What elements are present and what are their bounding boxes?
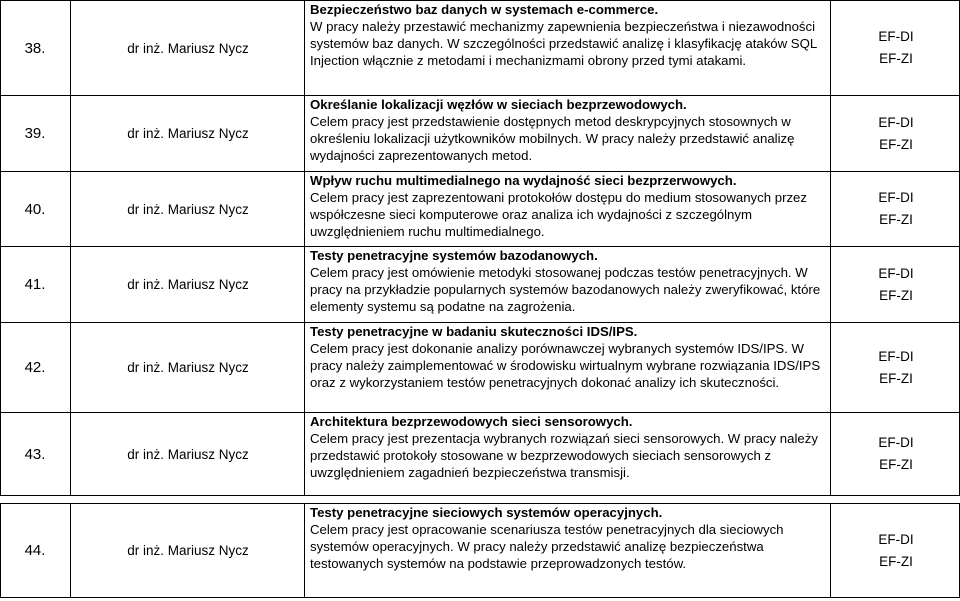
- column-divider: [70, 0, 71, 496]
- program-codes: [836, 172, 956, 246]
- program-code-di: EF-DI: [878, 531, 914, 547]
- program-codes: [836, 323, 956, 412]
- row-divider: [0, 597, 960, 598]
- thesis-body: Celem pracy jest zaprezentowani protokołów dostępu do medium stosowanych przez współczesne sieci komputerowe oraz analiza ich wydajności z szczególnym uwzględnieniem ruchu multimedialnego.: [310, 190, 807, 239]
- thesis-description: [310, 1, 830, 95]
- thesis-description: [310, 413, 830, 495]
- thesis-title: Określanie lokalizacji węzłów w sieciach bezprzewodowych.: [310, 97, 687, 112]
- thesis-description: [310, 96, 830, 171]
- program-code-zi: EF-ZI: [879, 136, 913, 152]
- supervisor-name: dr inż. Mariusz Nycz: [127, 126, 249, 141]
- thesis-body: W pracy należy przestawić mechanizmy zapewnienia bezpieczeństwa i niezawodności systemów baz danych. W szczególności przedstawić analizę i klasyfikację ataków SQL Injection włącznie z metodami i mechanizmami obrony przed tymi atakami.: [310, 19, 817, 68]
- column-divider: [70, 503, 71, 598]
- thesis-description: [310, 172, 830, 246]
- column-divider: [830, 503, 831, 598]
- supervisor-name: dr inż. Mariusz Nycz: [127, 277, 249, 292]
- program-code-di: EF-DI: [878, 348, 914, 364]
- program-codes: [836, 413, 956, 495]
- supervisor-name: dr inż. Mariusz Nycz: [127, 40, 249, 56]
- program-codes: [836, 504, 956, 597]
- thesis-title: Testy penetracyjne systemów bazodanowych.: [310, 248, 598, 263]
- program-code-zi: EF-ZI: [879, 457, 913, 472]
- page-break-line: [0, 495, 960, 496]
- thesis-description: [310, 247, 830, 322]
- thesis-title: Testy penetracyjne sieciowych systemów operacyjnych.: [310, 505, 663, 520]
- program-code-di: EF-DI: [878, 29, 914, 44]
- supervisor-name: dr inż. Mariusz Nycz: [127, 446, 249, 462]
- supervisor-name: dr inż. Mariusz Nycz: [127, 201, 249, 217]
- row-number: 41.: [24, 276, 46, 293]
- supervisor-name: dr inż. Mariusz Nycz: [127, 360, 249, 375]
- row-number: 43.: [24, 445, 46, 463]
- thesis-description: [310, 323, 830, 412]
- supervisor-name: dr inż. Mariusz Nycz: [127, 543, 249, 558]
- thesis-body: Celem pracy jest przedstawienie dostępnych metod deskrypcyjnych stosownych w określeniu lokalizacji użytkowników mobilnych. W pracy należy przedstawić analizę wydajności zaprezentowanych metod.: [310, 114, 795, 163]
- thesis-body: Celem pracy jest dokonanie analizy porównawczej wybranych systemów IDS/IPS. W pracy należy zaimplementować w środowisku wirtualnym wybrane rozwiązania IDS/IPS oraz z wykorzystaniem testów penetracyjnych dokonać analizy ich skuteczności.: [310, 341, 821, 390]
- column-divider: [304, 0, 305, 496]
- program-code-zi: EF-ZI: [879, 370, 913, 386]
- thesis-body: Celem pracy jest omówienie metodyki stosowanej podczas testów penetracyjnych. W pracy na przykładzie popularnych systemów bazodanowych należy zweryfikować, które elementy systemu są podatne na zagrożenia.: [310, 265, 821, 314]
- program-code-zi: EF-ZI: [879, 553, 913, 569]
- row-number: 42.: [24, 359, 46, 376]
- program-code-zi: EF-ZI: [879, 51, 913, 66]
- program-code-di: EF-DI: [878, 435, 914, 450]
- program-code-zi: EF-ZI: [879, 212, 913, 227]
- row-number: 40.: [24, 200, 46, 218]
- row-number: 39.: [24, 125, 46, 142]
- thesis-body: Celem pracy jest opracowanie scenariusza testów penetracyjnych dla sieciowych systemów operacyjnych. W pracy należy przedstawić analizę bezpieczeństwa testowanych systemów na podstawie przeprowadzonych testów.: [310, 522, 784, 571]
- program-code-di: EF-DI: [878, 190, 914, 205]
- thesis-body: Celem pracy jest prezentacja wybranych rozwiązań sieci sensorowych. W pracy należy przedstawić protokoły stosowane w bezprzewodowych sieciach sensorowych z uwzględnieniem zagadnień bezpieczeństwa transmisji.: [310, 431, 818, 480]
- row-number: 38.: [24, 39, 46, 57]
- thesis-title: Architektura bezprzewodowych sieci sensorowych.: [310, 414, 633, 429]
- thesis-description: [310, 504, 830, 597]
- program-code-di: EF-DI: [878, 265, 914, 281]
- column-divider: [830, 0, 831, 496]
- program-code-di: EF-DI: [878, 114, 914, 130]
- thesis-title: Testy penetracyjne w badaniu skuteczności IDS/IPS.: [310, 324, 638, 339]
- program-codes: [836, 247, 956, 322]
- column-divider: [304, 503, 305, 598]
- thesis-title: Wpływ ruchu multimedialnego na wydajność sieci bezprzerwowych.: [310, 173, 737, 188]
- program-codes: [836, 1, 956, 95]
- thesis-title: Bezpieczeństwo baz danych w systemach e-commerce.: [310, 2, 659, 17]
- program-codes: [836, 96, 956, 171]
- row-number: 44.: [24, 542, 46, 559]
- program-code-zi: EF-ZI: [879, 287, 913, 303]
